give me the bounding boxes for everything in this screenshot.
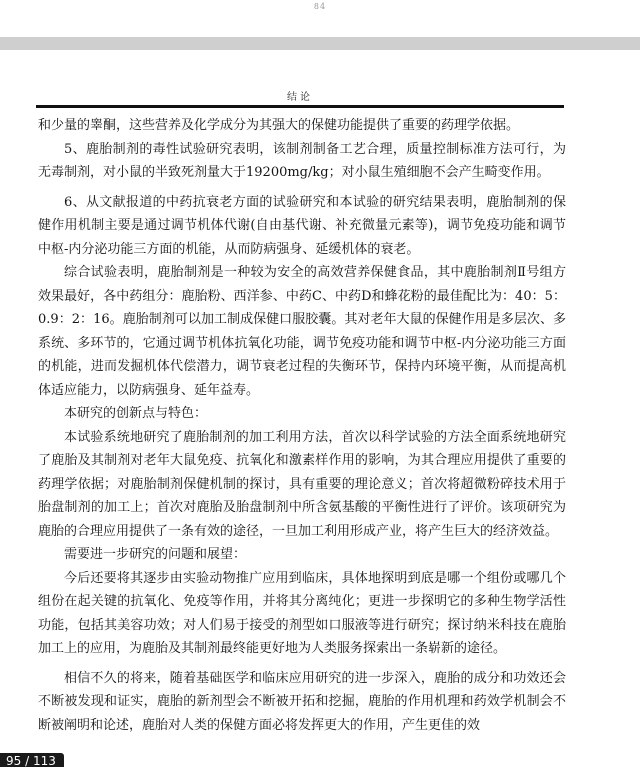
previous-page-number: 84: [313, 2, 327, 11]
page-counter: 95 / 113: [0, 753, 64, 767]
paragraph-future: 相信不久的将来，随着基础医学和临床应用研究的进一步深入，鹿胎的成分和功效还会不断被发现和证实，鹿胎的新剂型会不断被开拓和挖掘，鹿胎的作用机理和药效学机制会不断被阐明和论述，鹿胎对人类的保健方面必将发挥更大的作用，产生更佳的效: [38, 670, 566, 733]
header-rule: [36, 105, 564, 108]
running-header: 结论: [287, 92, 313, 103]
heading-innovation: 本研究的创新点与特色：: [64, 406, 208, 421]
paragraph-outlook: 今后还要将其逐步由实验动物推广应用到临床，具体地探明到底是哪一个组份或哪几个组份在起关键的抗氧化、免疫等作用，并将其分离纯化；更进一步探明它的多种生物学活性功能，包括其美容功效；对人们易于接受的剂型如口服液等进行研究；探讨纳米科技在鹿胎加工上的应用，为鹿胎及其制剂最终能更好地为人类服务探索出一条崭新的途径。: [38, 570, 566, 656]
paragraph-continuation: 和少量的睾酮，这些营养及化学成分为其强大的保健功能提供了重要的药理学依据。: [38, 118, 520, 133]
document-page: [0, 50, 640, 767]
page-gap: [0, 37, 640, 50]
paragraph-innovation: 本试验系统地研究了鹿胎制剂的加工利用方法，首次以科学试验的方法全面系统地研究了鹿胎及其制剂对老年大鼠免疫、抗氧化和激素样作用的影响，为其合理应用提供了重要的药理学依据；对鹿胎制剂保健机制的探讨，具有重要的理论意义；首次将超微粉碎技术用于胎盘制剂的加工上；首次对鹿胎及胎盘制剂中所含氨基酸的平衡性进行了评价。该项研究为鹿胎的合理应用提供了一条有效的途径，一旦加工利用形成产业，将产生巨大的经济效益。: [38, 429, 566, 539]
paragraph-conclusion-5: 5、鹿胎制剂的毒性试验研究表明，该制剂制备工艺合理，质量控制标准方法可行，为无毒制剂，对小鼠的半致死剂量大于19200mg/kg；对小鼠生殖细胞不会产生畸变作用。: [38, 141, 566, 180]
paragraph-summary: 综合试验表明，鹿胎制剂是一种较为安全的高效营养保健食品，其中鹿胎制剂Ⅱ号组方效果最好，各中药组分：鹿胎粉、西洋参、中药C、中药D和蜂花粉的最佳配比为：40：5：0.9：2：16。鹿胎制剂可以加工制成保健口服胶囊。其对老年大鼠的保健作用是多层次、多系统、多环节的，它通过调节机体抗氧化功能，调节免疫功能和调节中枢-内分泌功能三方面的机能，进而发掘机体代偿潜力，调节衰老过程的失衡环节，保持内环境平衡，从而提高机体适应能力，以防病强身、延年益寿。: [38, 265, 566, 398]
paragraph-conclusion-6: 6、从文献报道的中药抗衰老方面的试验研究和本试验的研究结果表明，鹿胎制剂的保健作用机制主要是通过调节机体代谢(自由基代谢、补充微量元素等)，调节免疫功能和调节中枢-内分泌功能三方面的机能，从而防病强身、延缓机体的衰老。: [38, 194, 566, 257]
heading-outlook: 需要进一步研究的问题和展望：: [64, 547, 247, 562]
body-text: [38, 114, 566, 737]
